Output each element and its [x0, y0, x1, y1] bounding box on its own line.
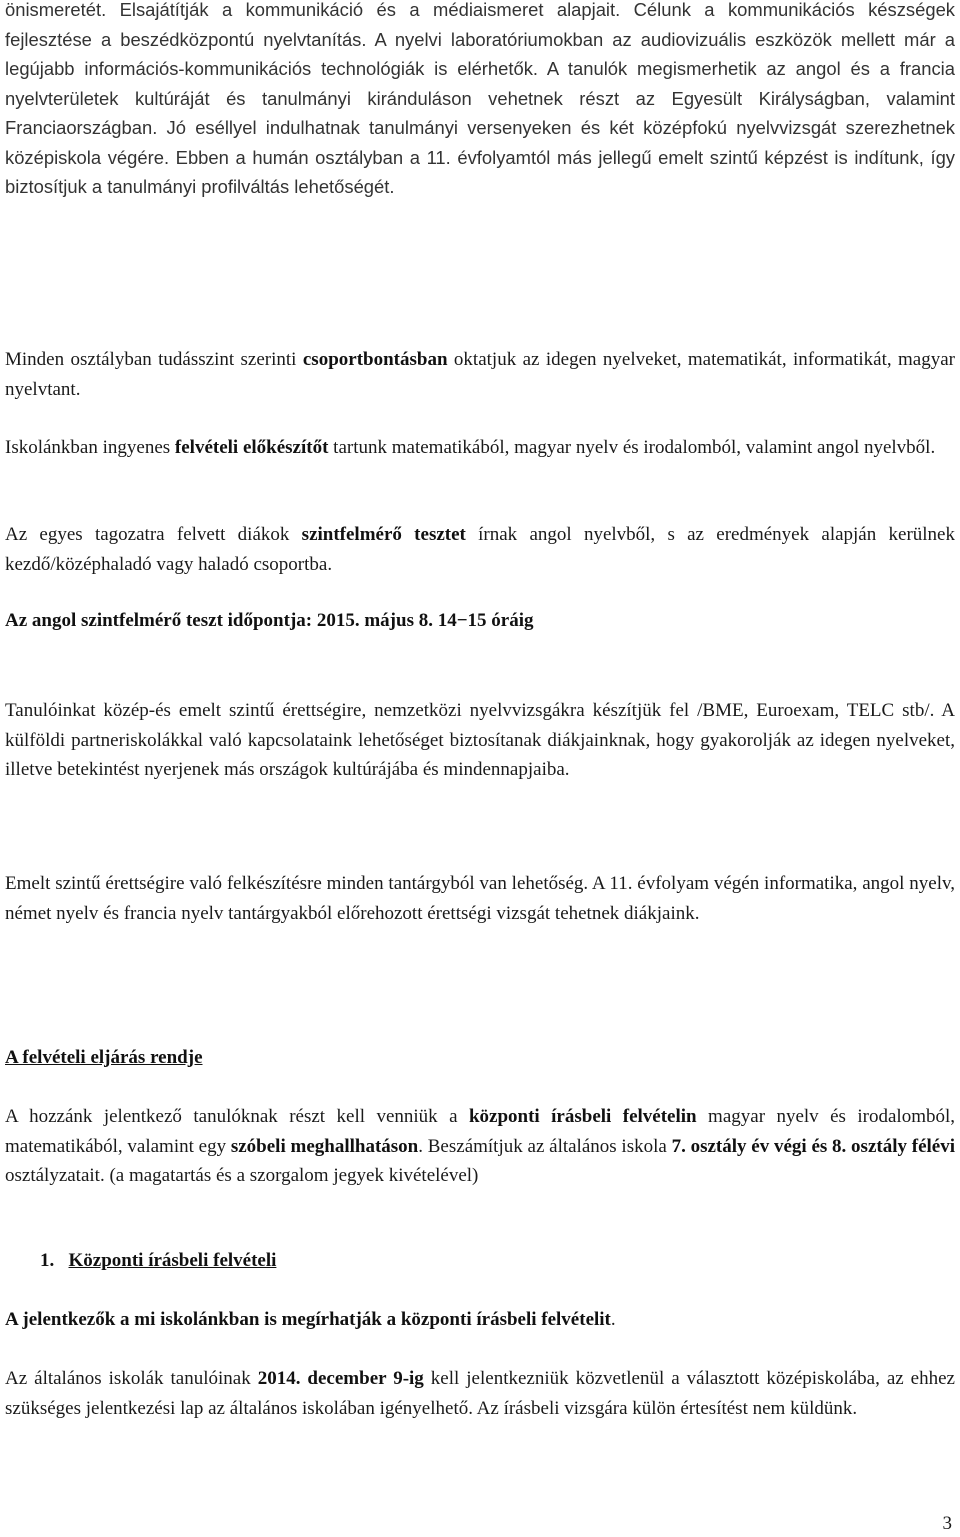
group-split-paragraph [5, 345, 955, 404]
text: tartunk matematikából, magyar nyelv és irodalomból, valamint angol nyelvből. [328, 437, 936, 458]
section-number: 1. [40, 1250, 55, 1271]
bold-text: központi írásbeli felvételin [468, 1106, 697, 1127]
page-number: 3 [942, 1513, 952, 1534]
intro-text-1: önismeretét. Elsajátítják a kommunikáció és a médiaismeret alapjait. Célunk a kommunikációs készségek fejlesztése a beszédközpontú nyelvtanítás. A nyelvi laboratóriumokban az audiovizuális eszközök mellett már a legújabb információs-kommunikációs technológiák is elérhetők. [5, 0, 955, 79]
bold-text: 7. osztály év végi és 8. osztály félévi [671, 1135, 955, 1157]
bold-text: csoportbontásban [302, 349, 448, 370]
text: magyar nyelv és irodalomból, matematikából, valamint egy [5, 1106, 955, 1157]
exam-prep-paragraph [5, 696, 955, 785]
procedure-heading [5, 1043, 955, 1073]
text: . [610, 1309, 616, 1330]
bold-text: A jelentkezők a mi iskolánkban is megírhatják a központi írásbeli felvételit [5, 1309, 611, 1330]
procedure-paragraph [5, 1102, 955, 1191]
level-test-paragraph [5, 520, 955, 579]
text: osztályzatait. (a magatartás és a szorgalom jegyek kivételével) [5, 1165, 479, 1186]
text: Minden osztályban tudásszint szerinti [5, 349, 303, 370]
bold-text: 2014. december 9-ig [257, 1368, 424, 1389]
bold-text: felvételi előkészítőt [174, 437, 329, 458]
test-date-line [5, 606, 955, 636]
text: oktatjuk az idegen nyelveket, matematikát, informatikát, magyar nyelvtant. [5, 349, 955, 400]
heading-text: A felvételi eljárás rendje [5, 1047, 203, 1068]
advanced-exam-paragraph: Emelt szintű érettségire való felkészítésre minden tantárgyból van lehetőség. A 11. évfolyam végén informatika, angol nyelv, német nyelv és francia nyelv tantárgyakból előrehozott érettségi vizsgát tehetnek diákjaink. [5, 873, 955, 924]
bold-text: szintfelmérő tesztet [301, 524, 466, 545]
section-1-heading [40, 1246, 955, 1276]
text: Iskolánkban ingyenes [5, 437, 175, 458]
text: A hozzánk jelentkező tanulóknak részt kell venniük a [5, 1106, 469, 1127]
apply-here-paragraph [5, 1305, 955, 1335]
intro-paragraph [5, 0, 955, 202]
text: Tanulóinkat közép-és emelt szintű érettségire, nemzetközi nyelvvizsgákra készítjük fel /BME, Euroexam, TELC stb/. [5, 700, 942, 721]
text: . Beszámítjuk az általános iskola [418, 1135, 672, 1157]
text: Az egyes tagozatra felvett diákok [5, 524, 302, 545]
test-date: Az angol szintfelmérő teszt időpontja: 2015. május 8. 14−15 óráig [5, 610, 534, 631]
text: Az általános iskolák tanulóinak [5, 1368, 258, 1389]
deadline-paragraph [5, 1364, 955, 1423]
section-title: Központi írásbeli felvételi [68, 1250, 277, 1271]
text: A külföldi partneriskolákkal való kapcsolataink lehetőséget biztosítanak diákjainknak, hogy gyakorolják az idegen nyelveket, illetve betekintést nyerjenek más országok kultúrájába és mindennapjaiba. [5, 700, 955, 780]
prep-course-paragraph [5, 433, 955, 463]
bold-text: szóbeli meghallhatáson [230, 1135, 419, 1157]
text: írnak angol nyelvből, s az eredmények alapján kerülnek kezdő/középhaladó vagy haladó csoportba. [5, 524, 955, 575]
text: kell jelentkezniük közvetlenül a választott középiskolába, az ehhez szükséges jelentkezési lap az általános iskolában igényelhető. Az írásbeli vizsgára külön értesítést nem küldünk. [5, 1368, 955, 1419]
intro-text-2: A tanulók megismerhetik az angol és a francia nyelvterületek kultúráját és tanulmányi kiránduláson vehetnek részt az Egyesült Királyságban, valamint Franciaországban. Jó eséllyel indulhatnak tanulmányi versenyeken és két középfokú nyelvvizsgát szerezhetnek középiskola végére. Ebben a humán osztályban a 11. évfolyamtól más jellegű emelt szintű képzést is indítunk, így biztosítjuk a tanulmányi profilváltás lehetőségét. [5, 58, 955, 197]
